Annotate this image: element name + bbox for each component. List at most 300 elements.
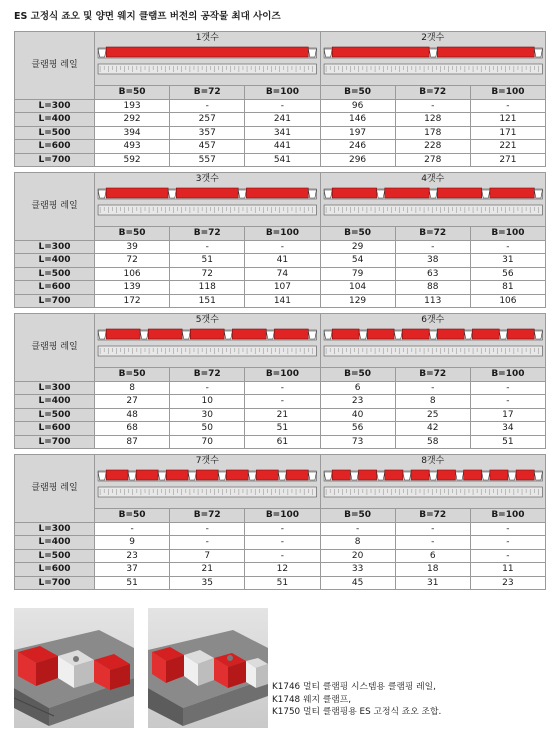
size-column-header: B=50 <box>320 368 395 382</box>
table-cell: 35 <box>170 576 245 590</box>
table-cell: - <box>245 522 320 536</box>
row-length-label: L=600 <box>15 422 95 436</box>
workpiece-block <box>367 329 394 339</box>
table-cell: - <box>245 395 320 409</box>
workpiece-block <box>507 329 534 339</box>
group-title: 1갯수 <box>195 33 219 43</box>
table-cell: 72 <box>95 254 170 268</box>
jaw-mark <box>507 472 515 480</box>
table-cell: 357 <box>170 126 245 140</box>
jaw-mark <box>481 190 489 198</box>
size-column-header: B=100 <box>245 227 320 241</box>
table-cell: - <box>245 381 320 395</box>
size-column-header: B=50 <box>95 368 170 382</box>
table-cell: - <box>170 381 245 395</box>
size-column-header: B=100 <box>245 368 320 382</box>
jaw-mark <box>158 472 166 480</box>
table-cell: 557 <box>170 153 245 167</box>
size-table <box>14 313 546 449</box>
jaw-mark <box>534 190 542 198</box>
jaw-mark <box>324 331 332 339</box>
rail-diagram <box>321 44 546 84</box>
jaw-mark <box>128 472 136 480</box>
row-length-label: L=300 <box>15 522 95 536</box>
table-cell: 106 <box>95 267 170 281</box>
table-cell: 128 <box>395 113 470 127</box>
jaw-mark <box>98 190 106 198</box>
table-cell: 27 <box>95 395 170 409</box>
table-cell: 171 <box>470 126 545 140</box>
workpiece-block <box>106 188 168 198</box>
row-length-label: L=500 <box>15 126 95 140</box>
table-row <box>15 126 546 140</box>
row-length-label: L=600 <box>15 140 95 154</box>
table-cell: - <box>245 240 320 254</box>
jaw-mark <box>140 331 148 339</box>
table-cell: - <box>470 381 545 395</box>
table-cell: - <box>245 549 320 563</box>
table-cell: 8 <box>395 395 470 409</box>
table-row <box>15 395 546 409</box>
table-cell: 41 <box>245 254 320 268</box>
table-cell: 51 <box>95 576 170 590</box>
workpiece-block <box>384 470 402 480</box>
table-cell: 592 <box>95 153 170 167</box>
table-cell: 457 <box>170 140 245 154</box>
table-cell: 88 <box>395 281 470 295</box>
table-cell: 23 <box>470 576 545 590</box>
workpiece-block <box>226 470 248 480</box>
size-column-header: B=72 <box>170 86 245 100</box>
table-row <box>15 536 546 550</box>
jaw-mark <box>359 331 367 339</box>
table-row <box>15 281 546 295</box>
jaw-mark <box>98 331 106 339</box>
workpiece-block <box>232 329 266 339</box>
table-cell: 33 <box>320 563 395 577</box>
table-row <box>15 549 546 563</box>
jaw-mark <box>308 49 316 57</box>
table-cell: - <box>170 522 245 536</box>
table-cell: 34 <box>470 422 545 436</box>
group-title: 5갯수 <box>195 315 219 325</box>
workpiece-block <box>246 188 308 198</box>
row-label-header: 클램핑 레일 <box>15 173 95 241</box>
row-length-label: L=600 <box>15 281 95 295</box>
workpiece-block <box>176 188 238 198</box>
row-length-label: L=500 <box>15 408 95 422</box>
table-cell: 141 <box>245 294 320 308</box>
size-column-header: B=50 <box>320 86 395 100</box>
row-length-label: L=700 <box>15 435 95 449</box>
table-cell: 42 <box>395 422 470 436</box>
group-header <box>320 173 546 227</box>
table-cell: 8 <box>320 536 395 550</box>
table-cell: 40 <box>320 408 395 422</box>
rail-diagram <box>95 326 320 366</box>
jaw-mark <box>534 472 542 480</box>
row-label-header: 클램핑 레일 <box>15 32 95 100</box>
workpiece-block <box>286 470 308 480</box>
table-row <box>15 563 546 577</box>
workpiece-block <box>136 470 158 480</box>
caption <box>272 681 441 719</box>
workpiece-block <box>463 470 481 480</box>
group-title: 4갯수 <box>421 174 445 184</box>
jaw-mark <box>248 472 256 480</box>
workpiece-block <box>148 329 182 339</box>
table-cell: 107 <box>245 281 320 295</box>
jaw-mark <box>224 331 232 339</box>
table-cell: 241 <box>245 113 320 127</box>
size-column-header: B=100 <box>470 227 545 241</box>
workpiece-block <box>332 188 376 198</box>
workpiece-block <box>190 329 224 339</box>
table-cell: 121 <box>470 113 545 127</box>
jaw-mark <box>266 331 274 339</box>
jaw-mark <box>182 331 190 339</box>
caption-line: K1750 멀티 클램핑용 ES 고정식 죠오 조합. <box>272 707 442 717</box>
workpiece-block <box>106 47 308 57</box>
jaw-mark <box>499 331 507 339</box>
table-cell: - <box>395 381 470 395</box>
row-label-header: 클램핑 레일 <box>15 314 95 382</box>
rail-diagram <box>95 467 320 507</box>
table-cell: 118 <box>170 281 245 295</box>
table-cell: 81 <box>470 281 545 295</box>
size-column-header: B=50 <box>320 227 395 241</box>
table-cell: 96 <box>320 99 395 113</box>
page-title: ES 고정식 죠오 및 양면 웨지 클램프 버전의 공작물 최대 사이즈 <box>14 11 281 22</box>
workpiece-block <box>402 329 429 339</box>
table-cell: 21 <box>245 408 320 422</box>
jaw-mark <box>218 472 226 480</box>
table-cell: - <box>470 536 545 550</box>
table-cell: 10 <box>170 395 245 409</box>
size-column-header: B=72 <box>395 86 470 100</box>
table-cell: 146 <box>320 113 395 127</box>
table-cell: 72 <box>170 267 245 281</box>
workpiece-block <box>166 470 188 480</box>
table-cell: 278 <box>395 153 470 167</box>
table-cell: - <box>245 99 320 113</box>
jaw-mark <box>350 472 358 480</box>
caption-line: K1748 웨지 클램프, <box>272 694 352 705</box>
table-cell: 51 <box>470 435 545 449</box>
table-cell: 292 <box>95 113 170 127</box>
workpiece-block <box>489 470 507 480</box>
row-length-label: L=700 <box>15 153 95 167</box>
table-cell: 441 <box>245 140 320 154</box>
table-row <box>15 240 546 254</box>
table-cell: 228 <box>395 140 470 154</box>
table-cell: 56 <box>470 267 545 281</box>
row-length-label: L=400 <box>15 536 95 550</box>
product-photo-left <box>14 608 134 728</box>
size-column-header: B=72 <box>170 227 245 241</box>
rail-diagram <box>95 44 320 84</box>
table-cell: - <box>170 536 245 550</box>
workpiece-block <box>516 470 534 480</box>
row-length-label: L=600 <box>15 563 95 577</box>
workpiece-block <box>196 470 218 480</box>
table-cell: - <box>245 536 320 550</box>
table-cell: 45 <box>320 576 395 590</box>
table-row <box>15 267 546 281</box>
size-column-header: B=100 <box>470 509 545 523</box>
table-row <box>15 254 546 268</box>
size-column-header: B=72 <box>170 509 245 523</box>
jaw-mark <box>376 472 384 480</box>
table-cell: 20 <box>320 549 395 563</box>
jaw-mark <box>455 472 463 480</box>
table-cell: 68 <box>95 422 170 436</box>
table-cell: 197 <box>320 126 395 140</box>
jaw-mark <box>308 331 316 339</box>
table-cell: 51 <box>170 254 245 268</box>
table-cell: 257 <box>170 113 245 127</box>
table-row <box>15 140 546 154</box>
table-row <box>15 113 546 127</box>
table-cell: 296 <box>320 153 395 167</box>
table-cell: 129 <box>320 294 395 308</box>
table-row <box>15 576 546 590</box>
jaw-mark <box>464 331 472 339</box>
table-cell: - <box>470 240 545 254</box>
table-cell: - <box>170 240 245 254</box>
table-cell: 113 <box>395 294 470 308</box>
jaw-mark <box>429 190 437 198</box>
table-cell: - <box>470 395 545 409</box>
workpiece-block <box>437 188 481 198</box>
group-title: 7갯수 <box>195 456 219 466</box>
table-cell: 493 <box>95 140 170 154</box>
group-header <box>95 173 321 227</box>
size-column-header: B=72 <box>395 227 470 241</box>
group-header <box>320 32 546 86</box>
size-column-header: B=72 <box>395 368 470 382</box>
jaw-mark <box>394 331 402 339</box>
table-cell: 73 <box>320 435 395 449</box>
table-cell: - <box>320 522 395 536</box>
jaw-mark <box>534 331 542 339</box>
workpiece-block <box>472 329 499 339</box>
row-length-label: L=400 <box>15 395 95 409</box>
jaw-mark <box>98 472 106 480</box>
size-column-header: B=50 <box>320 509 395 523</box>
table-row <box>15 294 546 308</box>
workpiece-block <box>358 470 376 480</box>
size-column-header: B=72 <box>395 509 470 523</box>
workpiece-block <box>274 329 308 339</box>
table-cell: - <box>395 536 470 550</box>
table-cell: 139 <box>95 281 170 295</box>
table-cell: 87 <box>95 435 170 449</box>
workpiece-block <box>411 470 429 480</box>
table-cell: 51 <box>245 576 320 590</box>
group-header <box>320 314 546 368</box>
jaw-mark <box>188 472 196 480</box>
workpiece-block <box>437 47 534 57</box>
table-cell: 151 <box>170 294 245 308</box>
rail-diagram <box>321 467 546 507</box>
table-row <box>15 408 546 422</box>
row-length-label: L=300 <box>15 99 95 113</box>
rail-diagram <box>95 185 320 225</box>
table-cell: 11 <box>470 563 545 577</box>
row-length-label: L=400 <box>15 113 95 127</box>
table-cell: - <box>170 99 245 113</box>
table-cell: 38 <box>395 254 470 268</box>
row-length-label: L=300 <box>15 381 95 395</box>
size-column-header: B=100 <box>470 368 545 382</box>
size-column-header: B=100 <box>470 86 545 100</box>
table-cell: 18 <box>395 563 470 577</box>
jaw-mark <box>481 472 489 480</box>
table-row <box>15 99 546 113</box>
table-cell: 31 <box>470 254 545 268</box>
table-cell: 221 <box>470 140 545 154</box>
table-cell: 6 <box>320 381 395 395</box>
table-cell: 63 <box>395 267 470 281</box>
table-row <box>15 381 546 395</box>
table-row <box>15 422 546 436</box>
table-row <box>15 435 546 449</box>
group-title: 2갯수 <box>421 33 445 43</box>
table-cell: 30 <box>170 408 245 422</box>
group-header <box>320 455 546 509</box>
group-header <box>95 314 321 368</box>
table-cell: - <box>395 522 470 536</box>
table-cell: 541 <box>245 153 320 167</box>
table-cell: 394 <box>95 126 170 140</box>
table-cell: 9 <box>95 536 170 550</box>
row-length-label: L=700 <box>15 576 95 590</box>
workpiece-block <box>437 470 455 480</box>
workpiece-block <box>489 188 533 198</box>
table-cell: 17 <box>470 408 545 422</box>
size-column-header: B=100 <box>245 86 320 100</box>
table-cell: 58 <box>395 435 470 449</box>
row-length-label: L=400 <box>15 254 95 268</box>
workpiece-block <box>106 329 140 339</box>
table-cell: 106 <box>470 294 545 308</box>
jaw-mark <box>376 190 384 198</box>
size-table <box>14 454 546 590</box>
table-cell: 48 <box>95 408 170 422</box>
table-cell: 23 <box>95 549 170 563</box>
jaw-mark <box>308 190 316 198</box>
jaw-mark <box>238 190 246 198</box>
size-column-header: B=72 <box>170 368 245 382</box>
group-header <box>95 32 321 86</box>
table-cell: 12 <box>245 563 320 577</box>
row-length-label: L=300 <box>15 240 95 254</box>
table-cell: 172 <box>95 294 170 308</box>
product-photo-right <box>148 608 268 728</box>
jaw-mark <box>168 190 176 198</box>
table-cell: - <box>470 549 545 563</box>
table-cell: 51 <box>245 422 320 436</box>
table-cell: 61 <box>245 435 320 449</box>
group-header <box>95 455 321 509</box>
jaw-mark <box>308 472 316 480</box>
table-cell: - <box>95 522 170 536</box>
table-cell: 8 <box>95 381 170 395</box>
jaw-mark <box>98 49 106 57</box>
size-column-header: B=50 <box>95 86 170 100</box>
group-title: 8갯수 <box>421 456 445 466</box>
table-cell: 246 <box>320 140 395 154</box>
workpiece-block <box>332 470 350 480</box>
workpiece-block <box>332 47 429 57</box>
group-title: 3갯수 <box>195 174 219 184</box>
caption-line: K1746 멀티 클램핑 시스템용 클램핑 레일, <box>272 682 436 692</box>
group-title: 6갯수 <box>421 315 445 325</box>
table-cell: 50 <box>170 422 245 436</box>
table-cell: 6 <box>395 549 470 563</box>
table-cell: 23 <box>320 395 395 409</box>
row-label-header: 클램핑 레일 <box>15 455 95 523</box>
table-cell: - <box>395 240 470 254</box>
workpiece-block <box>106 470 128 480</box>
size-column-header: B=100 <box>245 509 320 523</box>
rail-diagram <box>321 326 546 366</box>
table-cell: 25 <box>395 408 470 422</box>
table-cell: 104 <box>320 281 395 295</box>
workpiece-block <box>437 329 464 339</box>
jaw-mark <box>324 472 332 480</box>
table-row <box>15 153 546 167</box>
table-cell: 37 <box>95 563 170 577</box>
table-cell: 178 <box>395 126 470 140</box>
jaw-mark <box>534 49 542 57</box>
rail-diagram <box>321 185 546 225</box>
workpiece-block <box>384 188 428 198</box>
table-cell: 7 <box>170 549 245 563</box>
table-cell: 271 <box>470 153 545 167</box>
table-row <box>15 522 546 536</box>
table-cell: 74 <box>245 267 320 281</box>
jaw-mark <box>402 472 410 480</box>
table-cell: 56 <box>320 422 395 436</box>
table-cell: 341 <box>245 126 320 140</box>
jaw-mark <box>324 190 332 198</box>
workpiece-block <box>256 470 278 480</box>
size-table <box>14 172 546 308</box>
table-cell: 39 <box>95 240 170 254</box>
size-column-header: B=50 <box>95 227 170 241</box>
jaw-mark <box>324 49 332 57</box>
jaw-mark <box>429 331 437 339</box>
jaw-mark <box>429 49 437 57</box>
row-length-label: L=700 <box>15 294 95 308</box>
size-column-header: B=50 <box>95 509 170 523</box>
row-length-label: L=500 <box>15 549 95 563</box>
table-cell: 31 <box>395 576 470 590</box>
workpiece-block <box>332 329 359 339</box>
table-cell: 79 <box>320 267 395 281</box>
table-cell: - <box>470 99 545 113</box>
table-cell: - <box>395 99 470 113</box>
row-length-label: L=500 <box>15 267 95 281</box>
table-cell: 54 <box>320 254 395 268</box>
table-cell: 70 <box>170 435 245 449</box>
jaw-mark <box>278 472 286 480</box>
table-cell: 29 <box>320 240 395 254</box>
table-cell: 21 <box>170 563 245 577</box>
jaw-mark <box>429 472 437 480</box>
